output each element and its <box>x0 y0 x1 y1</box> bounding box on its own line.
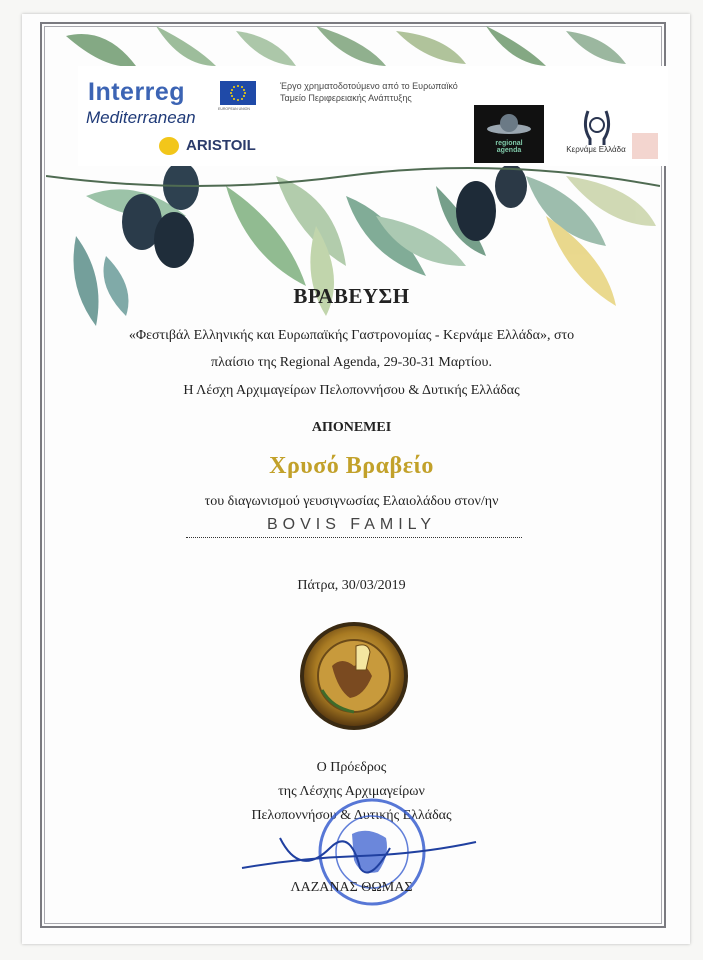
regional-agenda-logo <box>474 105 544 163</box>
signatory-name: ΛΑΖΑΝΑΣ ΘΩΜΑΣ <box>290 880 413 895</box>
description-line-3: Η Λέσχη Αρχιμαγείρων Πελοποννήσου & Δυτικής Ελλάδας <box>183 383 520 398</box>
regional-label-2: agenda <box>496 147 522 154</box>
recipient-name: BOVIS FAMILY <box>266 516 437 533</box>
globe-icon <box>474 105 544 163</box>
funding-note <box>280 80 480 104</box>
description-line-1: «Φεστιβάλ Ελληνικής και Ευρωπαϊκής Γαστρονομίας - Κερνάμε Ελλάδα», στο <box>128 328 575 343</box>
award-name: Χρυσό Βραβείο <box>269 453 434 479</box>
certificate-title: ΒΡΑΒΕΥΣΗ <box>293 284 410 308</box>
aristoil-leaf-icon <box>159 137 179 155</box>
mediterranean-logo: Mediterranean <box>86 108 196 127</box>
signatory-org-line-2: Πελοποννήσου & Δυτικής Ελλάδας <box>251 808 452 823</box>
eu-caption: EUROPEAN UNION <box>218 107 250 111</box>
contest-line: του διαγωνισμού γευσιγνωσίας Ελαιολάδου στον/ην <box>204 494 499 509</box>
chefs-club-medal-icon <box>298 620 410 732</box>
signatory-title: Ο Πρόεδρος <box>316 760 387 775</box>
regional-agenda-label <box>474 140 544 154</box>
handwritten-signature <box>240 828 480 888</box>
regional-label-1: regional <box>495 140 523 147</box>
interreg-logo: Interreg <box>88 78 186 106</box>
funding-line-1: Έργο χρηματοδοτούμενο από το Ευρωπαϊκό <box>280 81 458 91</box>
funding-line-2: Ταμείο Περιφερειακής Ανάπτυξης <box>280 93 412 103</box>
description-line-2: πλαίσιο της Regional Agenda, 29-30-31 Μαρτίου. <box>211 355 492 370</box>
eu-flag-icon <box>220 81 256 105</box>
issue-date: Πάτρα, 30/03/2019 <box>297 578 406 593</box>
aristoil-logo: ARISTOIL <box>186 137 256 154</box>
signatory-org-line-1: της Λέσχης Αρχιμαγείρων <box>278 784 425 799</box>
kernao-ellada-label: Κερνάμε Ελλάδα <box>566 145 626 154</box>
decorative-strip <box>632 133 658 159</box>
awards-heading: ΑΠΟΝΕΜΕΙ <box>311 420 392 435</box>
